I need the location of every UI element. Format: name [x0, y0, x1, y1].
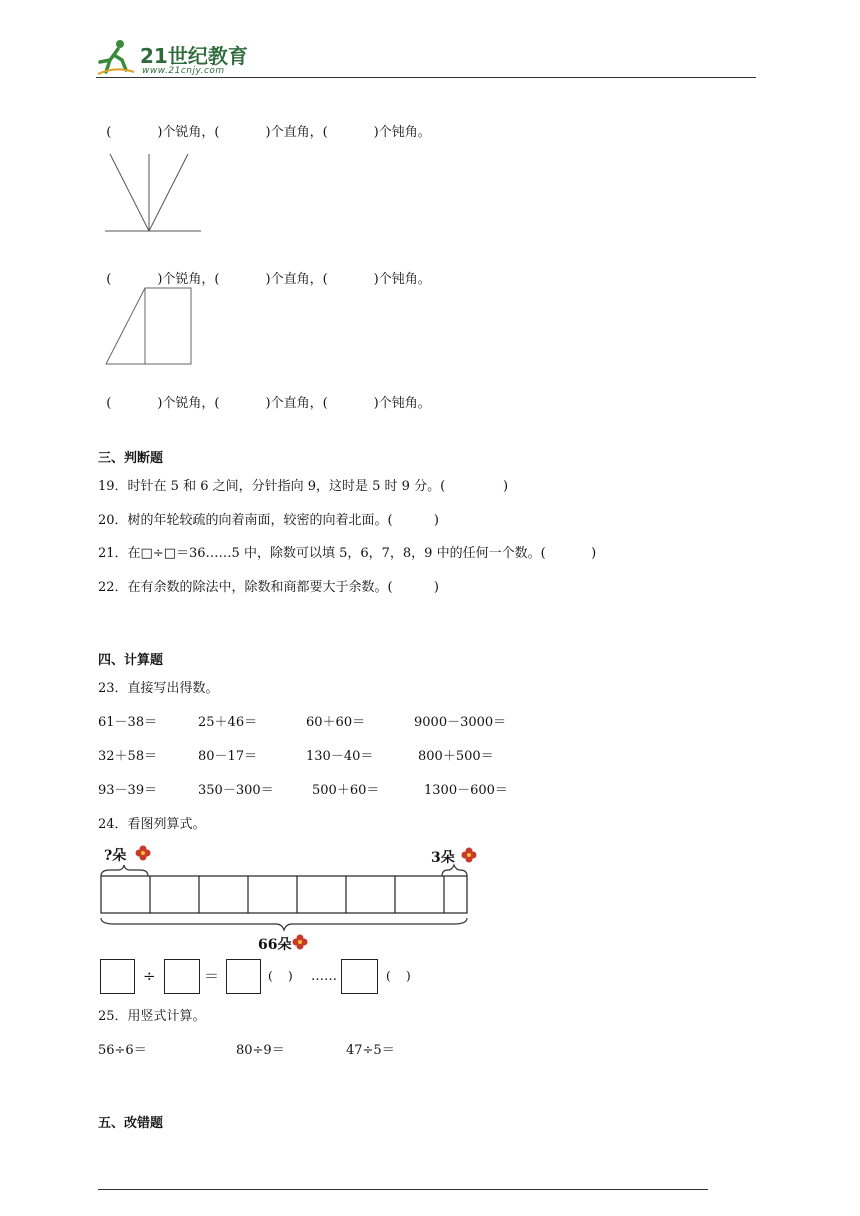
calc-r1c1: 61－38＝	[98, 715, 158, 730]
trapezoid-figure	[100, 284, 200, 369]
section5-title: 五、改错题	[98, 1116, 164, 1131]
calc-r2c2: 80－17＝	[198, 749, 258, 764]
logo-text: 21世纪教育	[140, 44, 248, 68]
flower-icon	[135, 845, 151, 861]
calc-r2c4: 800＋500＝	[418, 749, 494, 764]
question-21: 21．在□÷□＝36……5 中，除数可以填 5，6，7，8，9 中的任何一个数。( )	[98, 546, 597, 561]
question-24: 24．看图列算式。	[98, 817, 206, 832]
calc-r3c2: 350－300＝	[198, 783, 274, 798]
calc-r1c3: 60＋60＝	[306, 715, 366, 730]
header-rule	[96, 77, 756, 78]
remainder-unit-paren: ( )	[386, 969, 411, 983]
angle-figure-lines	[100, 150, 210, 240]
header-logo	[96, 36, 266, 80]
footer-rule	[98, 1189, 708, 1190]
vertical-calc-2: 80÷9＝	[236, 1043, 285, 1058]
quotient-box[interactable]	[226, 959, 261, 994]
vertical-calc-1: 56÷6＝	[98, 1043, 147, 1058]
calc-r1c4: 9000－3000＝	[414, 715, 507, 730]
divide-sign: ÷	[143, 967, 156, 985]
angle-question-3: ( )个锐角，( )个直角，( )个钝角。	[106, 396, 431, 411]
fig-total-label: 66朵	[258, 937, 292, 953]
remainder-dots: ……	[311, 969, 337, 984]
calc-r3c4: 1300－600＝	[424, 783, 508, 798]
quotient-unit-paren: ( )	[268, 969, 293, 983]
bar-diagram	[96, 860, 476, 940]
angle-question-2: ( )个锐角，( )个直角，( )个钝角。	[106, 272, 431, 287]
flower-icon	[292, 934, 308, 950]
remainder-box[interactable]	[341, 959, 378, 994]
fig-left-label: ?朵	[104, 848, 127, 864]
equals-sign: ＝	[204, 967, 220, 985]
dividend-box[interactable]	[100, 959, 135, 994]
vertical-calc-3: 47÷5＝	[346, 1043, 395, 1058]
calc-r2c1: 32＋58＝	[98, 749, 158, 764]
question-23: 23．直接写出得数。	[98, 681, 219, 696]
question-20: 20．树的年轮较疏的向着南面，较密的向着北面。( )	[98, 513, 440, 528]
section3-title: 三、判断题	[98, 451, 164, 466]
runner-logo-icon	[96, 38, 136, 78]
logo-url: www.21cnjy.com	[142, 66, 225, 76]
question-25: 25．用竖式计算。	[98, 1009, 206, 1024]
section4-title: 四、计算题	[98, 653, 164, 668]
question-19: 19．时针在 5 和 6 之间，分针指向 9，这时是 5 时 9 分。( )	[98, 479, 509, 494]
calc-r1c2: 25＋46＝	[198, 715, 258, 730]
calc-r2c3: 130－40＝	[306, 749, 374, 764]
divisor-box[interactable]	[164, 959, 200, 994]
fig-right-label: 3朵	[431, 850, 455, 866]
calc-r3c1: 93－39＝	[98, 783, 158, 798]
calc-r3c3: 500＋60＝	[312, 783, 380, 798]
angle-question-1: ( )个锐角，( )个直角，( )个钝角。	[106, 125, 431, 140]
question-22: 22．在有余数的除法中，除数和商都要大于余数。( )	[98, 580, 440, 595]
